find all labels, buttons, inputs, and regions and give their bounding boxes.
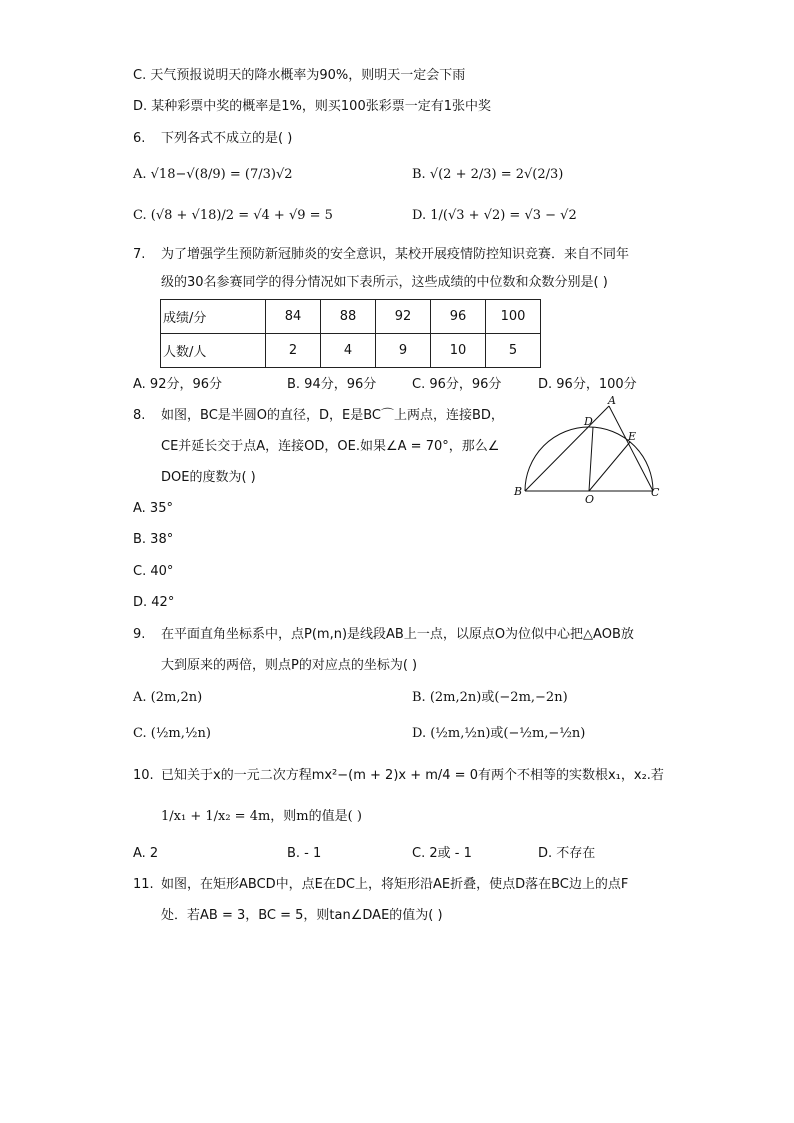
- label-b: B: [514, 485, 523, 498]
- segment-oe: [589, 442, 630, 491]
- table-row: [161, 334, 541, 368]
- q7-line2: 级的30名参赛同学的得分情况如下表所示，这些成绩的中位数和众数分别是( ): [161, 275, 608, 290]
- q7-option-a: A. 92分，96分: [133, 377, 223, 392]
- segment-ba: [525, 406, 609, 491]
- q8-line1: 如图，BC是半圆O的直径，D，E是BC⌒上两点，连接BD，: [161, 408, 504, 423]
- table-row: [161, 300, 541, 334]
- q11-line2: 处．若AB = 3，BC = 5，则tan∠DAE的值为( ): [161, 908, 443, 923]
- score-table: [160, 299, 541, 368]
- q8-number: 8.: [133, 408, 146, 423]
- score-cell: 84: [266, 300, 321, 334]
- q9-option-a: A. (2m,2n): [133, 690, 203, 705]
- q10-option-d: D. 不存在: [538, 846, 596, 861]
- label-c: C: [651, 486, 660, 499]
- count-cell: 9: [376, 334, 431, 368]
- q6-option-c: C. (√8 + √18)/2 = √4 + √9 = 5: [133, 208, 333, 223]
- score-cell: 92: [376, 300, 431, 334]
- label-a: A: [608, 394, 616, 407]
- q8-option-a: A. 35°: [133, 501, 173, 516]
- q6-option-b: B. √(2 + 2/3) = 2√(2/3): [412, 167, 564, 182]
- q10-number: 10.: [133, 768, 154, 783]
- q7-line1: 为了增强学生预防新冠肺炎的安全意识，某校开展疫情防控知识竞赛．来自不同年: [161, 247, 630, 262]
- q7-number: 7.: [133, 247, 146, 262]
- q7-option-c: C. 96分，96分: [412, 377, 502, 392]
- semicircle-figure: [505, 396, 670, 508]
- prev-option-c: C. 天气预报说明天的降水概率为90%，则明天一定会下雨: [133, 68, 466, 83]
- segment-od: [589, 427, 593, 491]
- q6-stem: 下列各式不成立的是( ): [161, 131, 293, 146]
- q6-option-a: A. √18−√(8/9) = (7/3)√2: [133, 167, 293, 182]
- count-cell: 10: [431, 334, 486, 368]
- q10-line1: 已知关于x的一元二次方程mx²−(m + 2)x + m/4 = 0有两个不相等的实数根x₁，x₂.若: [161, 768, 664, 783]
- q6-number: 6.: [133, 131, 146, 146]
- q9-line1: 在平面直角坐标系中，点P(m,n)是线段AB上一点，以原点O为位似中心把△AOB放: [161, 627, 634, 642]
- q9-number: 9.: [133, 627, 146, 642]
- q11-number: 11.: [133, 877, 154, 892]
- q9-option-d: D. (½m,½n)或(−½m,−½n): [412, 726, 586, 741]
- segment-ca: [609, 406, 653, 491]
- count-cell: 5: [486, 334, 541, 368]
- count-row-label: 人数/人: [161, 334, 266, 368]
- score-cell: 100: [486, 300, 541, 334]
- score-cell: 88: [321, 300, 376, 334]
- count-cell: 4: [321, 334, 376, 368]
- q9-option-b: B. (2m,2n)或(−2m,−2n): [412, 690, 568, 705]
- q8-line3: DOE的度数为( ): [161, 470, 256, 485]
- q10-option-b: B. - 1: [287, 846, 322, 861]
- q8-line2: CE并延长交于点A，连接OD，OE.如果∠A = 70°，那么∠: [161, 439, 500, 454]
- q8-option-b: B. 38°: [133, 532, 174, 547]
- q10-line2: 1/x₁ + 1/x₂ = 4m，则m的值是( ): [161, 809, 362, 824]
- q8-option-c: C. 40°: [133, 564, 174, 579]
- q7-option-d: D. 96分，100分: [538, 377, 637, 392]
- score-row-label: 成绩/分: [161, 300, 266, 334]
- q10-option-a: A. 2: [133, 846, 159, 861]
- q9-line2: 大到原来的两倍，则点P的对应点的坐标为( ): [161, 658, 418, 673]
- prev-option-d: D. 某种彩票中奖的概率是1%，则买100张彩票一定有1张中奖: [133, 99, 491, 114]
- score-cell: 96: [431, 300, 486, 334]
- label-o: O: [585, 493, 595, 506]
- q11-line1: 如图，在矩形ABCD中，点E在DC上，将矩形沿AE折叠，使点D落在BC边上的点F: [161, 877, 629, 892]
- label-e: E: [628, 430, 637, 443]
- label-d: D: [584, 415, 593, 428]
- q7-option-b: B. 94分，96分: [287, 377, 377, 392]
- q9-option-c: C. (½m,½n): [133, 726, 211, 741]
- count-cell: 2: [266, 334, 321, 368]
- q10-option-c: C. 2或 - 1: [412, 846, 472, 861]
- q6-option-d: D. 1/(√3 + √2) = √3 − √2: [412, 208, 577, 223]
- q8-option-d: D. 42°: [133, 595, 175, 610]
